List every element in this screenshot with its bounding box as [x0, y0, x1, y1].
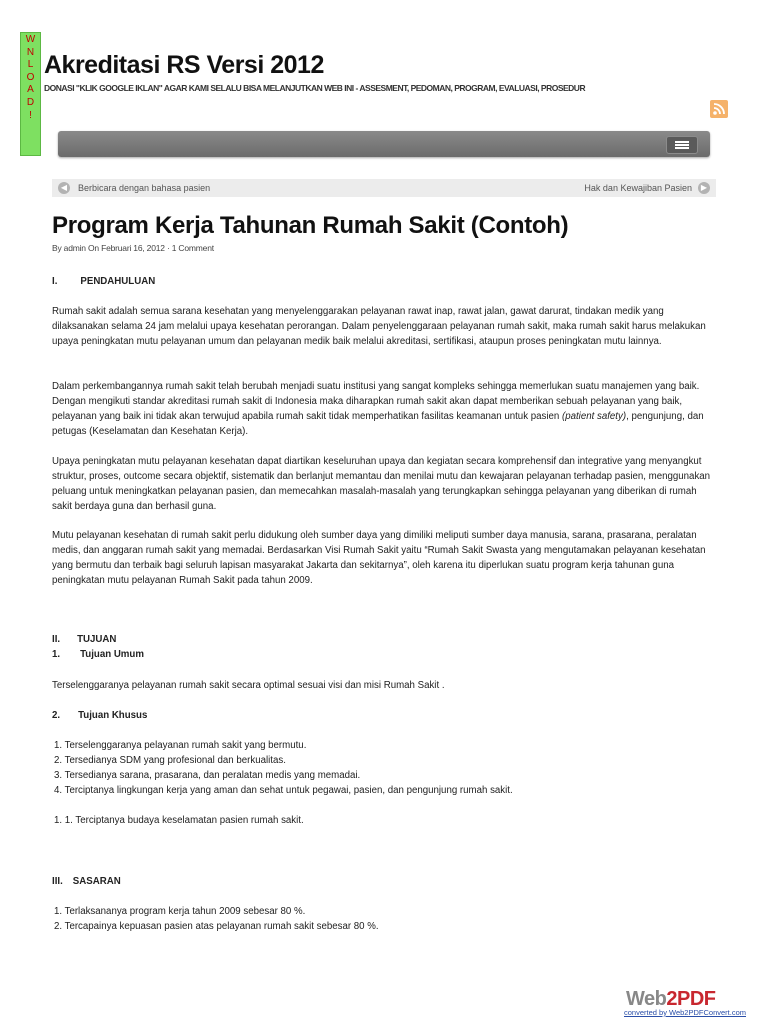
- paragraph: Mutu pelayanan kesehatan di rumah sakit perlu didukung oleh sumber daya yang dimiliki meliputi sumber daya manusia, sarana, prasarana, peralatan medis, dan anggaran rumah sakit yang memadai. Berdasarkan Visi Rumah Sakit yaitu “Rumah Sakit Swasta yang mengutamakan pelayanan kesehatan yang bermutu dan terbaik bagi seluruh lapisan masyarakat Jakarta dan sekitarnya”, oleh karena itu diperlukan suatu program kerja tahunan guna peningkatan mutu pelayanan Rumah Sakit pada tahun 2009.: [52, 530, 706, 586]
- banner-letter: O: [26, 71, 35, 83]
- banner-letter: W: [25, 34, 36, 45]
- post-meta: By admin On Februari 16, 2012 · 1 Comment: [52, 243, 214, 253]
- post-navigation: [52, 179, 716, 197]
- banner-letter: !: [29, 109, 32, 121]
- web2pdf-link[interactable]: converted by Web2PDFConvert.com: [624, 1008, 746, 1017]
- section-heading-tujuan: [52, 632, 716, 647]
- list-item: 2. Tercapainya kepuasan pasien atas pelayanan rumah sakit sebesar 80 %.: [54, 921, 379, 932]
- banner-letter: A: [27, 84, 34, 96]
- paragraph: Dalam perkembangannya rumah sakit telah berubah menjadi suatu institusi yang sangat kompleks sehingga memerlukan suatu manajemen yang baik. Dengan mengikuti standar akreditasi rumah sakit di Indonesia maka diharapkan rumah sakit akan dapat memberikan sebuah pelayanan yang baik, pelayanan yang baik ini tidak akan terwujud apabila rumah sakit tidak memperhatikan fasilitas keamanan untuk pasien (patient safety), pengunjung, dan petugas (Keselamatan dan Kesehatan Kerja).: [52, 381, 704, 437]
- section-title: PENDAHULUAN: [80, 276, 156, 287]
- sasaran-list: [54, 904, 379, 934]
- site-title[interactable]: Akreditasi RS Versi 2012: [44, 51, 324, 79]
- hamburger-menu-icon[interactable]: [666, 136, 698, 154]
- tujuan-khusus-list: [54, 738, 513, 798]
- previous-post-link[interactable]: [58, 179, 210, 197]
- chevron-right-icon: ▶: [698, 182, 710, 194]
- post-title: Program Kerja Tahunan Rumah Sakit (Contoh): [52, 212, 569, 239]
- section-title: TUJUAN: [77, 634, 117, 645]
- subsection-heading: [52, 647, 716, 662]
- main-navbar: [58, 131, 710, 157]
- subsection-number: 2.: [52, 710, 61, 721]
- banner-letter: D: [26, 96, 35, 108]
- paragraph: Terselenggaranya pelayanan rumah sakit secara optimal sesuai visi dan misi Rumah Sakit .: [52, 680, 445, 691]
- web2pdf-logo[interactable]: [612, 988, 746, 1020]
- list-item: 1. Terlaksananya program kerja tahun 2009 sebesar 80 %.: [54, 906, 306, 917]
- subsection-heading: [52, 708, 716, 723]
- subsection-title: Tujuan Khusus: [78, 710, 148, 721]
- paragraph: Upaya peningkatan mutu pelayanan kesehatan dapat diartikan keseluruhan upaya dan kegiatan secara komprehensif dan integrative yang menyangkut struktur, proses, outcome secara objektif, sistematik dan berlanjut memantau dan menilai mutu dan kewajaran pelayanan terhadap pasien, menggunakan peluang untuk meningkatkan pelayanan pasien, dan memecahkan masalah-masalah yang terungkapkan sehingga pelayanan yang diberikan di rumah sakit berdaya guna dan berhasil guna.: [52, 456, 711, 512]
- list-item: 1. 1. Terciptanya budaya keselamatan pasien rumah sakit.: [54, 815, 304, 826]
- rss-icon[interactable]: [710, 100, 728, 118]
- list-item: 3. Tersedianya sarana, prasarana, dan peralatan medis yang memadai.: [54, 770, 361, 781]
- list-item: 4. Terciptanya lingkungan kerja yang aman dan sehat untuk pegawai, pasien, dan pengunjung rumah sakit.: [54, 785, 513, 796]
- next-post-link[interactable]: [584, 179, 710, 197]
- next-post-label: Hak dan Kewajiban Pasien: [584, 183, 692, 193]
- section-number: I.: [52, 276, 58, 287]
- previous-post-label: Berbicara dengan bahasa pasien: [78, 183, 211, 193]
- chevron-left-icon: ◀: [58, 182, 70, 194]
- site-tagline: DONASI "KLIK GOOGLE IKLAN" AGAR KAMI SELALU BISA MELANJUTKAN WEB INI - ASSESMENT, PEDOMAN, PROGRAM, EVALUASI, PROSEDUR: [44, 83, 586, 93]
- web2pdf-wordmark: Web2PDF: [626, 988, 716, 1010]
- banner-letter: L: [27, 59, 34, 71]
- section-number: II.: [52, 634, 61, 645]
- list-item: 1. Terselenggaranya pelayanan rumah sakit yang bermutu.: [54, 740, 307, 751]
- subsection-number: 1.: [52, 649, 61, 660]
- emphasis-text: (patient safety): [561, 411, 627, 422]
- section-heading-pendahuluan: [52, 274, 716, 289]
- banner-letter: N: [26, 46, 35, 58]
- paragraph: Rumah sakit adalah semua sarana kesehatan yang menyelenggarakan pelayanan rawat inap, rawat jalan, gawat darurat, tindakan medik yang dilaksanakan selama 24 jam melalui upaya kesehatan perorangan. Dalam penyelenggaraan pelayanan rumah sakit, maka rumah sakit harus melakukan upaya peningkatan mutu pelayanan umum dan pelayanan medik baik melalui akreditasi, sertifikasi, ataupun proses peningkatan mutu lainnya.: [52, 306, 706, 347]
- section-heading-sasaran: [52, 874, 716, 889]
- section-title: SASARAN: [72, 876, 121, 887]
- section-number: III.: [52, 876, 63, 887]
- download-banner[interactable]: [20, 32, 41, 156]
- list-item: 2. Tersedianya SDM yang profesional dan berkualitas.: [54, 755, 286, 766]
- subsection-title: Tujuan Umum: [80, 649, 144, 660]
